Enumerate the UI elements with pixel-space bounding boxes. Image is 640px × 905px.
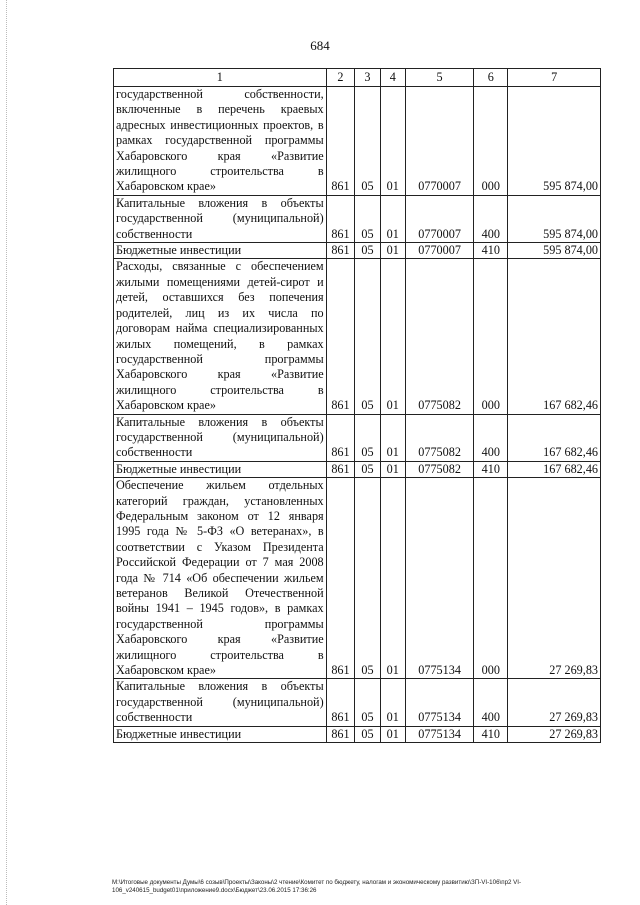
- row-description: Бюджетные инвестиции: [114, 243, 327, 259]
- section-code: 05: [355, 243, 380, 259]
- scan-margin-line: [6, 0, 7, 905]
- amount: 595 874,00: [508, 195, 601, 242]
- admin-code: 861: [326, 87, 355, 196]
- admin-code: 861: [326, 259, 355, 414]
- column-header: 7: [508, 69, 601, 87]
- column-header: 1: [114, 69, 327, 87]
- subsection-code: 01: [380, 679, 405, 726]
- table-row: [114, 679, 601, 726]
- target-code: 0775082: [405, 461, 473, 477]
- target-code: 0775134: [405, 726, 473, 742]
- amount: 167 682,46: [508, 259, 601, 414]
- section-code: 05: [355, 478, 380, 679]
- admin-code: 861: [326, 461, 355, 477]
- amount: 595 874,00: [508, 243, 601, 259]
- amount: 167 682,46: [508, 414, 601, 461]
- row-description: Капитальные вложения в объекты государственной (муниципальной) собственности: [114, 679, 327, 726]
- admin-code: 861: [326, 478, 355, 679]
- table-row: [114, 478, 601, 679]
- row-description: Капитальные вложения в объекты государственной (муниципальной) собственности: [114, 195, 327, 242]
- section-code: 05: [355, 461, 380, 477]
- table-row: [114, 87, 601, 196]
- section-code: 05: [355, 726, 380, 742]
- row-description: Капитальные вложения в объекты государственной (муниципальной) собственности: [114, 414, 327, 461]
- admin-code: 861: [326, 414, 355, 461]
- subsection-code: 01: [380, 87, 405, 196]
- table-row: [114, 461, 601, 477]
- expense-type-code: 410: [474, 243, 508, 259]
- admin-code: 861: [326, 243, 355, 259]
- amount: 595 874,00: [508, 87, 601, 196]
- amount: 167 682,46: [508, 461, 601, 477]
- subsection-code: 01: [380, 726, 405, 742]
- column-header: 2: [326, 69, 355, 87]
- admin-code: 861: [326, 726, 355, 742]
- target-code: 0775134: [405, 478, 473, 679]
- page-number: 684: [310, 38, 330, 53]
- row-description: государственной собственности, включенные в перечень краевых адресных инвестиционных проектов, в рамках государственной программы Хабаровского края «Развитие жилищного строительства в Хабаровском крае»: [114, 87, 327, 196]
- expense-type-code: 000: [474, 478, 508, 679]
- column-header: 6: [474, 69, 508, 87]
- subsection-code: 01: [380, 195, 405, 242]
- expense-type-code: 000: [474, 259, 508, 414]
- row-description: Бюджетные инвестиции: [114, 726, 327, 742]
- section-code: 05: [355, 679, 380, 726]
- section-code: 05: [355, 259, 380, 414]
- expense-type-code: 410: [474, 461, 508, 477]
- subsection-code: 01: [380, 243, 405, 259]
- target-code: 0775082: [405, 414, 473, 461]
- section-code: 05: [355, 87, 380, 196]
- table-row: [114, 726, 601, 742]
- table-row: [114, 259, 601, 414]
- column-header: 5: [405, 69, 473, 87]
- expense-type-code: 400: [474, 195, 508, 242]
- column-header: 4: [380, 69, 405, 87]
- table-row: [114, 243, 601, 259]
- budget-table: [113, 68, 601, 743]
- row-description: Обеспечение жильем отдельных категорий граждан, установленных Федеральным законом от 12 января 1995 года № 5-ФЗ «О ветеранах», в соответствии с Указом Президента Российской Федерации от 7 мая 2008 года № 714 «Об обеспечении жильем ветеранов Великой Отечественной войны 1941 – 1945 годов», в рамках государственной программы Хабаровского края «Развитие жилищного строительства в Хабаровском крае»: [114, 478, 327, 679]
- section-code: 05: [355, 414, 380, 461]
- target-code: 0775082: [405, 259, 473, 414]
- expense-type-code: 400: [474, 679, 508, 726]
- target-code: 0770007: [405, 195, 473, 242]
- subsection-code: 01: [380, 259, 405, 414]
- amount: 27 269,83: [508, 726, 601, 742]
- amount: 27 269,83: [508, 478, 601, 679]
- target-code: 0770007: [405, 243, 473, 259]
- table-row: [114, 195, 601, 242]
- expense-type-code: 000: [474, 87, 508, 196]
- column-header: 3: [355, 69, 380, 87]
- admin-code: 861: [326, 195, 355, 242]
- target-code: 0770007: [405, 87, 473, 196]
- subsection-code: 01: [380, 414, 405, 461]
- row-description: Бюджетные инвестиции: [114, 461, 327, 477]
- document-path-footer: M:\Итоговые документы Думы\6 созыв\Проекты\Законы\2 чтение\Комитет по бюджету, налогам и экономическому развитию\ЗП-VI-106\пр2 VI-106_v240615_budget01\приложение9.docx\Бюджет\23.06.2015 17:36:26: [112, 879, 522, 894]
- table-header-row: [114, 69, 601, 87]
- table-row: [114, 414, 601, 461]
- amount: 27 269,83: [508, 679, 601, 726]
- section-code: 05: [355, 195, 380, 242]
- row-description: Расходы, связанные с обеспечением жилыми помещениями детей-сирот и детей, оставшихся без попечения родителей, лиц из их числа по договорам найма специализированных жилых помещений, в рамках государственной программы Хабаровского края «Развитие жилищного строительства в Хабаровском крае»: [114, 259, 327, 414]
- subsection-code: 01: [380, 461, 405, 477]
- expense-type-code: 410: [474, 726, 508, 742]
- target-code: 0775134: [405, 679, 473, 726]
- subsection-code: 01: [380, 478, 405, 679]
- admin-code: 861: [326, 679, 355, 726]
- expense-type-code: 400: [474, 414, 508, 461]
